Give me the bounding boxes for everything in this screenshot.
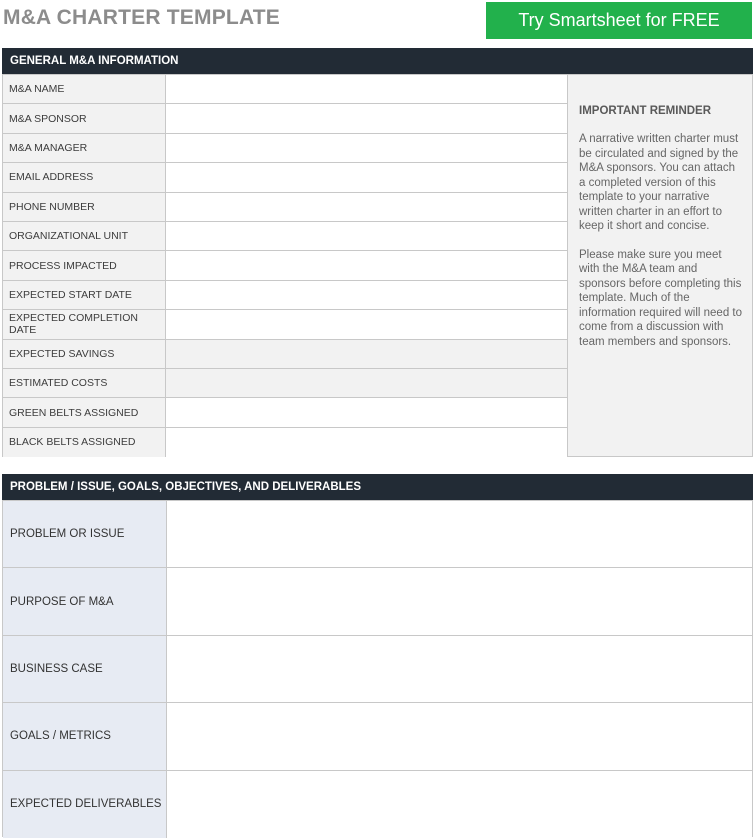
org-unit-field[interactable] bbox=[166, 222, 567, 250]
info-row-email bbox=[3, 163, 567, 192]
green-belts-field[interactable] bbox=[166, 398, 567, 426]
info-label: PROCESS IMPACTED bbox=[3, 251, 166, 279]
info-label: EXPECTED SAVINGS bbox=[3, 340, 166, 368]
info-row-org-unit bbox=[3, 222, 567, 251]
info-label: PHONE NUMBER bbox=[3, 193, 166, 221]
goal-row-business-case bbox=[3, 636, 752, 703]
goals-table bbox=[2, 500, 753, 837]
goal-row-problem bbox=[3, 501, 752, 568]
try-smartsheet-button[interactable]: Try Smartsheet for FREE bbox=[486, 2, 752, 39]
phone-field[interactable] bbox=[166, 193, 567, 221]
goal-label: PURPOSE OF M&A bbox=[3, 568, 167, 634]
business-case-field[interactable] bbox=[167, 636, 752, 702]
info-label: ORGANIZATIONAL UNIT bbox=[3, 222, 166, 250]
goals-metrics-field[interactable] bbox=[167, 703, 752, 769]
general-info-table bbox=[2, 74, 753, 457]
info-row-ma-manager bbox=[3, 134, 567, 163]
info-label: M&A NAME bbox=[3, 75, 166, 103]
info-label: EXPECTED COMPLETION DATE bbox=[3, 310, 166, 338]
info-row-green-belts bbox=[3, 398, 567, 427]
goal-row-deliverables bbox=[3, 771, 752, 838]
goal-row-purpose bbox=[3, 568, 752, 635]
reminder-paragraph: A narrative written charter must be circulated and signed by the M&A sponsors. You can attach a completed version of this template to your narrative written charter in an effort to keep it short and concise. bbox=[579, 133, 739, 232]
estimated-costs-field[interactable] bbox=[166, 369, 567, 397]
problem-field[interactable] bbox=[167, 501, 752, 567]
purpose-field[interactable] bbox=[167, 568, 752, 634]
reminder-paragraph: Please make sure you meet with the M&A team and sponsors before completing this template. Much of the information required will need to come from a discussion with team members and sponsors. bbox=[579, 248, 743, 348]
info-row-expected-savings bbox=[3, 340, 567, 369]
info-label: GREEN BELTS ASSIGNED bbox=[3, 398, 166, 426]
completion-date-field[interactable] bbox=[166, 310, 567, 338]
goal-label: GOALS / METRICS bbox=[3, 703, 167, 769]
goal-row-goals-metrics bbox=[3, 703, 752, 770]
info-row-estimated-costs bbox=[3, 369, 567, 398]
ma-name-field[interactable] bbox=[166, 75, 567, 103]
reminder-title: IMPORTANT REMINDER bbox=[579, 105, 712, 117]
goal-label: PROBLEM OR ISSUE bbox=[3, 501, 167, 567]
info-row-ma-sponsor bbox=[3, 104, 567, 133]
important-reminder-panel bbox=[567, 75, 752, 456]
info-row-black-belts bbox=[3, 428, 567, 457]
goal-label: BUSINESS CASE bbox=[3, 636, 167, 702]
page-title: M&A CHARTER TEMPLATE bbox=[3, 6, 280, 29]
black-belts-field[interactable] bbox=[166, 428, 567, 457]
info-row-ma-name bbox=[3, 75, 567, 104]
info-label: EXPECTED START DATE bbox=[3, 281, 166, 309]
info-row-phone bbox=[3, 193, 567, 222]
email-field[interactable] bbox=[166, 163, 567, 191]
start-date-field[interactable] bbox=[166, 281, 567, 309]
general-info-header: GENERAL M&A INFORMATION bbox=[2, 48, 753, 74]
info-row-process-impacted bbox=[3, 251, 567, 280]
info-label: EMAIL ADDRESS bbox=[3, 163, 166, 191]
info-label: M&A MANAGER bbox=[3, 134, 166, 162]
info-label: ESTIMATED COSTS bbox=[3, 369, 166, 397]
info-row-start-date bbox=[3, 281, 567, 310]
info-row-completion-date bbox=[3, 310, 567, 339]
goals-header: PROBLEM / ISSUE, GOALS, OBJECTIVES, AND DELIVERABLES bbox=[2, 474, 753, 500]
ma-sponsor-field[interactable] bbox=[166, 104, 567, 132]
process-impacted-field[interactable] bbox=[166, 251, 567, 279]
expected-savings-field[interactable] bbox=[166, 340, 567, 368]
ma-manager-field[interactable] bbox=[166, 134, 567, 162]
info-label: BLACK BELTS ASSIGNED bbox=[3, 428, 166, 457]
info-label: M&A SPONSOR bbox=[3, 104, 166, 132]
goal-label: EXPECTED DELIVERABLES bbox=[3, 771, 167, 838]
deliverables-field[interactable] bbox=[167, 771, 752, 838]
